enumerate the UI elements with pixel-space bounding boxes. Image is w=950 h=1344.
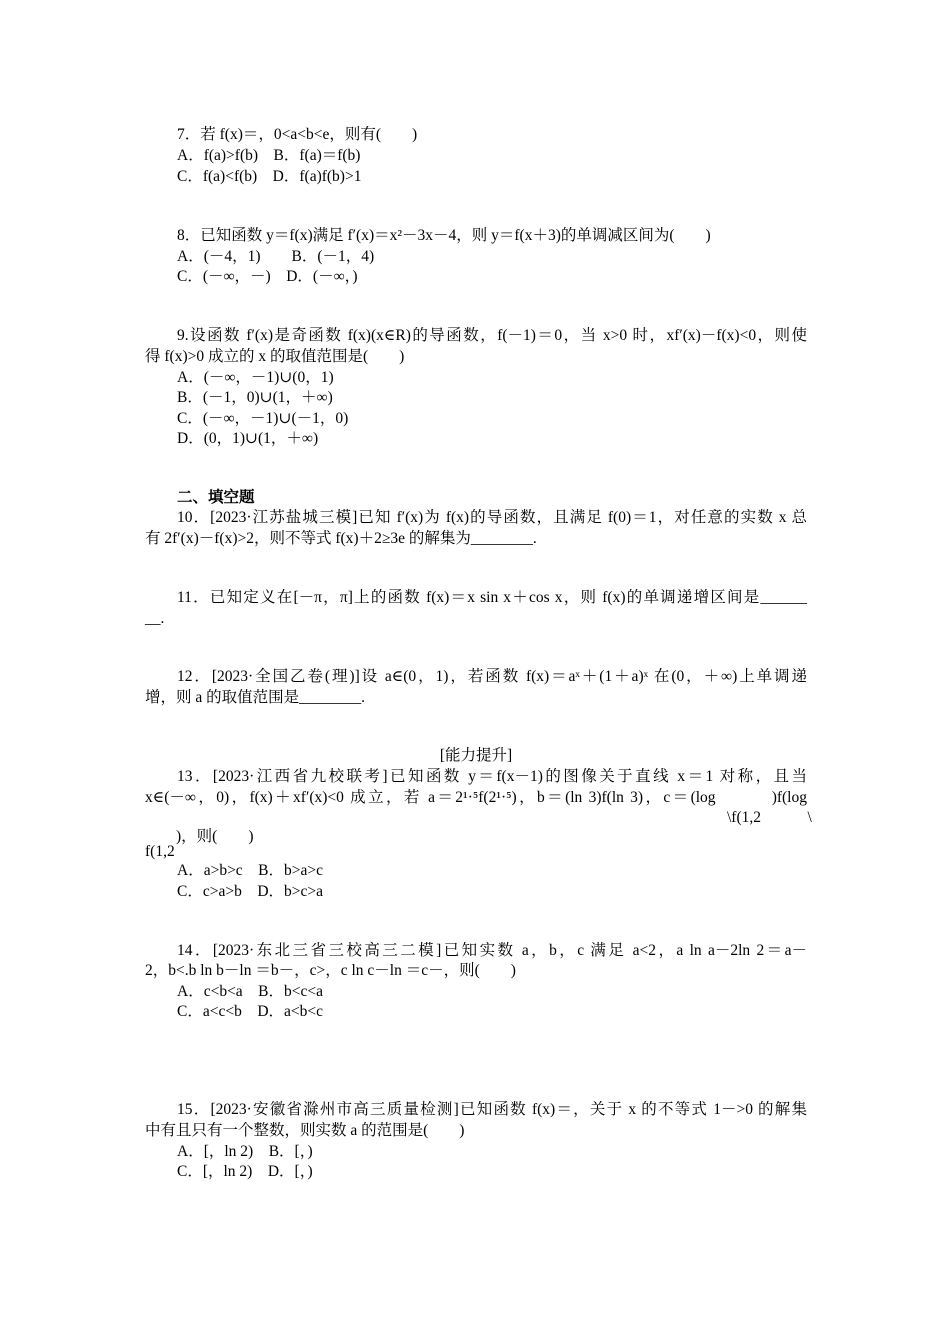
q14-line2: 2，b<.b ln b－ln ＝b－，c>，c ln c－ln ＝c－，则( ) (145, 962, 516, 979)
q14-line1: 14．[2023·东北三省三校高三二模]已知实数 a，b，c 满足 a<2，a ln a－2ln 2＝a－ (177, 942, 807, 959)
q11-line2: __. (145, 610, 165, 627)
q11-line1: 11．已知定义在[－π，π]上的函数 f(x)＝x sin x＋cos x，则 f(x)的单调递增区间是______ (177, 589, 807, 606)
q14-options-cd: C．a<c<b D．a<b<c (177, 1003, 324, 1020)
q9-stem-line2: 得 f(x)>0 成立的 x 的取值范围是( ) (145, 348, 405, 365)
q7-options-cd: C．f(a)<f(b) D．f(a)f(b)>1 (177, 168, 362, 185)
q10-line2: 有 2f′(x)－f(x)>2，则不等式 f(x)＋2≥3e 的解集为________. (145, 530, 537, 547)
section-fill-in-title: 二、填空题 (177, 489, 255, 506)
q9-option-a: A．(－∞，－1)∪(0，1) (177, 369, 334, 386)
q13-options-ab: A．a>b>c B．b>a>c (177, 862, 324, 879)
q13-line1: 13．[2023·江西省九校联考]已知函数 y＝f(x－1)的图像关于直线 x＝1 对称，且当 (177, 768, 807, 785)
q9-option-b: B．(－1，0)∪(1，＋∞) (177, 389, 333, 406)
q8-options-ab: A．(－4，1) B．(－1，4) (177, 248, 375, 265)
q15-line2: 中有且只有一个整数，则实数 a 的范围是( ) (145, 1122, 465, 1139)
q9-option-c: C．(－∞，－1)∪(－1，0) (177, 410, 349, 427)
q14-options-ab: A．c<b<a B．b<c<a (177, 983, 324, 1000)
q8-stem: 8．已知函数 y＝f(x)满足 f′(x)＝x²－3x－4，则 y＝f(x＋3)的单调减区间为( ) (177, 227, 711, 244)
q7-stem: 7．若 f(x)＝，0<a<b<e，则有( ) (177, 126, 418, 143)
q12-line1: 12．[2023·全国乙卷(理)]设 a∈(0，1)，若函数 f(x)＝aˣ＋(1＋a)ˣ 在(0，＋∞)上单调递 (177, 668, 807, 685)
q13-line4: )，则( ) (145, 828, 254, 845)
q15-line1: 15．[2023·安徽省滁州市高三质量检测]已知函数 f(x)＝，关于 x 的不等式 1－>0 的解集 (177, 1101, 807, 1118)
q15-options-cd: C．[，ln 2) D．[，) (177, 1163, 313, 1180)
q15-options-ab: A．[，ln 2) B．[，) (177, 1143, 313, 1160)
q9-stem-line1: 9.设函数 f′(x)是奇函数 f(x)(x∈R)的导函数，f(－1)＝0，当 x>0 时，xf′(x)－f(x)<0，则使 (177, 327, 807, 344)
q12-line2: 增，则 a 的取值范围是________. (145, 689, 366, 706)
q13-fraction-artifact: \f(1,2 \ (727, 809, 812, 826)
q13-line2: x∈(－∞，0)，f(x)＋xf′(x)<0 成立，若 a＝2¹·⁵f(2¹·⁵)，b＝(ln 3)f(ln 3)，c＝(log )f(log (145, 789, 807, 806)
q9-option-d: D．(0，1)∪(1，＋∞) (177, 430, 319, 447)
section-ability-title: [能力提升] (439, 747, 513, 764)
q13-line5: f(1,2 (145, 843, 175, 860)
q7-options-ab: A．f(a)>f(b) B．f(a)＝f(b) (177, 147, 361, 164)
q13-options-cd: C．c>a>b D．b>c>a (177, 883, 324, 900)
q8-options-cd: C．(－∞，－) D．(－∞，) (177, 268, 358, 285)
q10-line1: 10．[2023·江苏盐城三模]已知 f′(x)为 f(x)的导函数，且满足 f(0)＝1，对任意的实数 x 总 (177, 509, 807, 526)
